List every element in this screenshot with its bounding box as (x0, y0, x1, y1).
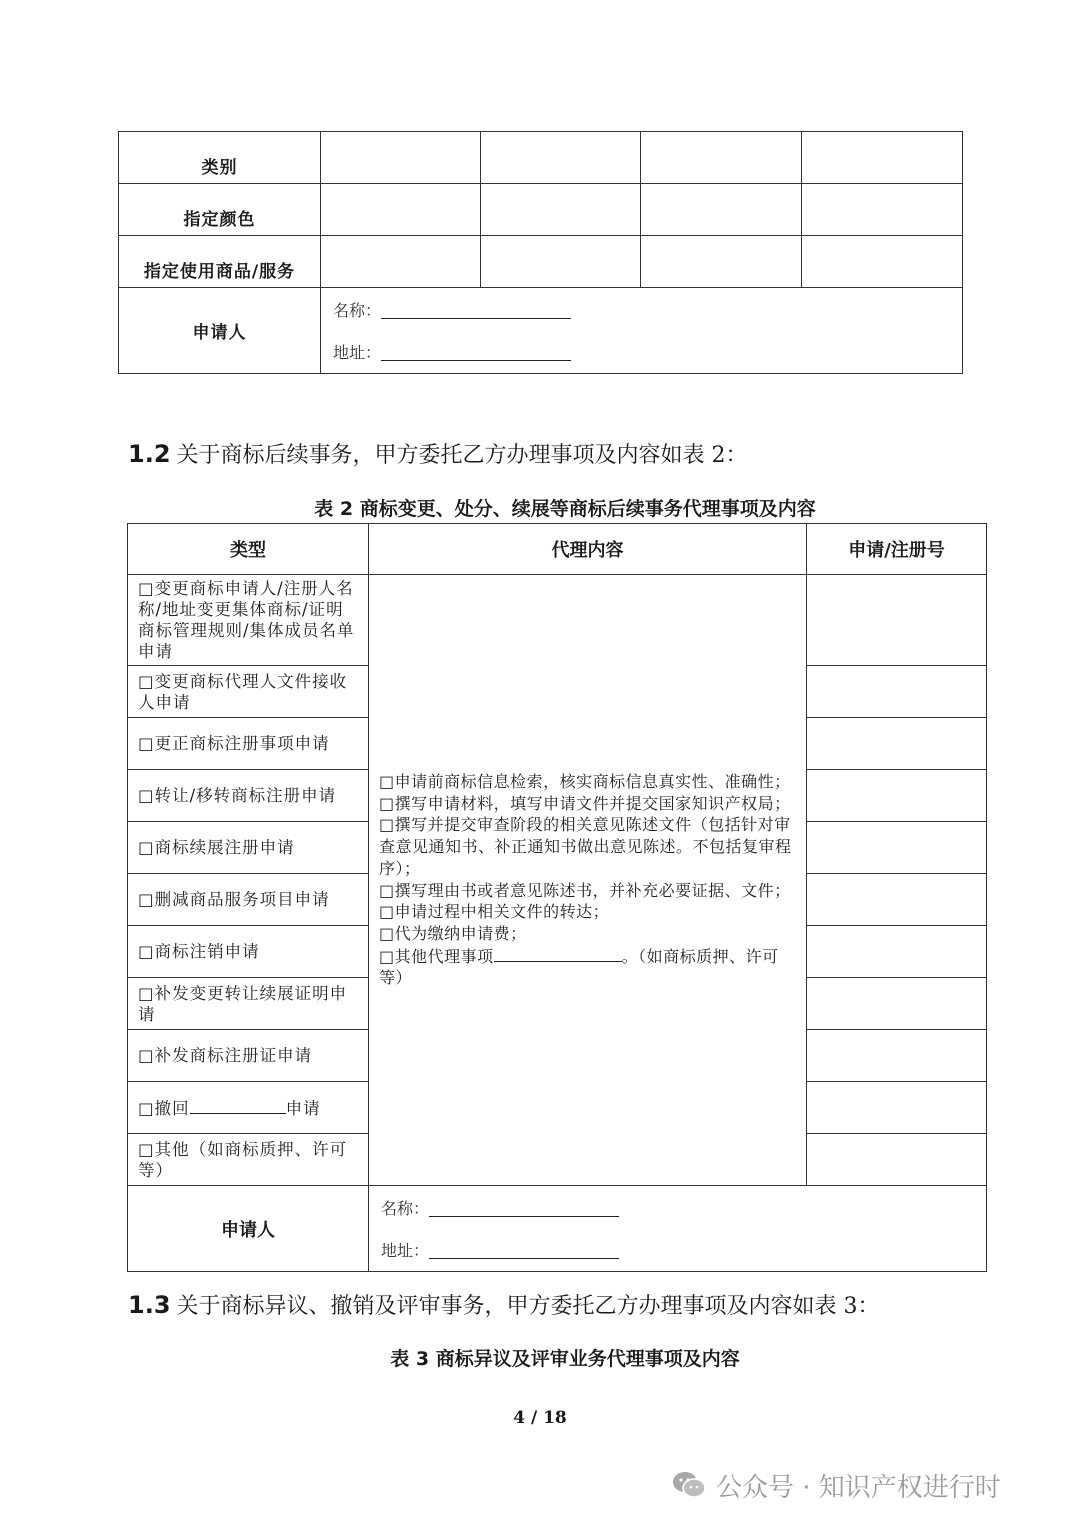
number-cell[interactable] (807, 770, 987, 822)
input-cell[interactable] (641, 132, 802, 184)
watermark (672, 1465, 1001, 1505)
type-cell[interactable]: □更正商标注册事项申请 (128, 718, 369, 770)
table3-caption: 表 3 商标异议及评审业务代理事项及内容 (390, 1348, 740, 1370)
table-row (119, 236, 963, 288)
type-cell[interactable]: □变更商标代理人文件接收人申请 (128, 666, 369, 718)
trademark-info-table (118, 131, 963, 374)
name-line (369, 1187, 986, 1229)
name-line (321, 289, 962, 331)
type-cell-withdraw[interactable]: □撤回 申请 (128, 1082, 369, 1134)
address-label: 地址： (381, 1241, 430, 1260)
address-line (369, 1229, 986, 1271)
section-1-3-heading: 1.3 关于商标异议、撤销及评审事务，甲方委托乙方办理事项及内容如表 3： (128, 1291, 880, 1319)
name-blank[interactable] (429, 1198, 619, 1217)
row-label: 类别 (119, 132, 321, 184)
input-cell[interactable] (802, 236, 963, 288)
watermark-text: 公众号 · 知识产权进行时 (716, 1472, 1001, 1503)
other-blank[interactable] (494, 945, 622, 962)
number-cell[interactable] (807, 822, 987, 874)
name-blank[interactable] (381, 300, 571, 319)
wechat-icon (672, 1471, 706, 1499)
content-item[interactable]: □申请过程中相关文件的转达； (379, 902, 610, 922)
type-cell[interactable]: □补发变更转让续展证明申请 (128, 978, 369, 1030)
number-cell[interactable] (807, 926, 987, 978)
header-type: 类型 (128, 524, 369, 575)
input-cell[interactable] (802, 184, 963, 236)
number-cell[interactable] (807, 718, 987, 770)
content-item[interactable]: □撰写理由书或者意见陈述书，并补充必要证据、文件； (379, 880, 791, 900)
number-cell[interactable] (807, 978, 987, 1030)
page-number: 4 / 18 (513, 1408, 567, 1428)
number-cell[interactable] (807, 1134, 987, 1186)
number-cell[interactable] (807, 874, 987, 926)
name-label: 名称： (381, 1199, 430, 1218)
applicant-row (119, 288, 963, 374)
number-cell[interactable] (807, 666, 987, 718)
type-cell[interactable]: □删减商品服务项目申请 (128, 874, 369, 926)
header-content: 代理内容 (369, 524, 807, 575)
applicant-row (128, 1186, 987, 1272)
content-item[interactable]: □撰写并提交审查阶段的相关意见陈述文件（包括针对审查意见通知书、补正通知书做出意见陈述。不包括复审程序）； (379, 815, 792, 878)
input-cell[interactable] (321, 184, 481, 236)
section-1-2-heading: 1.2 关于商标后续事务，甲方委托乙方办理事项及内容如表 2： (128, 440, 748, 468)
address-blank[interactable] (429, 1240, 619, 1259)
type-cell[interactable]: □商标注销申请 (128, 926, 369, 978)
row-label: 指定使用商品/服务 (119, 236, 321, 288)
input-cell[interactable] (802, 132, 963, 184)
applicant-label: 申请人 (128, 1186, 369, 1272)
content-item[interactable]: □撰写申请材料，填写申请文件并提交国家知识产权局； (379, 793, 791, 813)
type-cell[interactable]: □变更商标申请人/注册人名称/地址变更集体商标/证明商标管理规则/集体成员名单申请 (128, 575, 369, 666)
table-header-row (128, 524, 987, 575)
type-cell[interactable]: □商标续展注册申请 (128, 822, 369, 874)
number-cell[interactable] (807, 575, 987, 666)
number-cell[interactable] (807, 1082, 987, 1134)
applicant-fields (369, 1186, 987, 1272)
content-item[interactable]: □代为缴纳申请费； (379, 923, 527, 943)
address-line (321, 331, 962, 373)
table-row (128, 575, 987, 666)
type-cell[interactable]: □其他（如商标质押、许可等） (128, 1134, 369, 1186)
address-blank[interactable] (381, 342, 571, 361)
name-label: 名称： (333, 301, 382, 320)
type-cell[interactable]: □补发商标注册证申请 (128, 1030, 369, 1082)
input-cell[interactable] (481, 236, 641, 288)
input-cell[interactable] (641, 236, 802, 288)
table-row (119, 184, 963, 236)
content-cell (369, 575, 807, 1186)
input-cell[interactable] (321, 236, 481, 288)
applicant-label: 申请人 (119, 288, 321, 374)
follow-up-matters-table (127, 523, 987, 1272)
table2-caption: 表 2 商标变更、处分、续展等商标后续事务代理事项及内容 (314, 498, 816, 520)
header-number: 申请/注册号 (807, 524, 987, 575)
type-cell[interactable]: □转让/移转商标注册申请 (128, 770, 369, 822)
input-cell[interactable] (481, 132, 641, 184)
applicant-fields (321, 288, 963, 374)
withdraw-blank[interactable] (190, 1097, 286, 1114)
number-cell[interactable] (807, 1030, 987, 1082)
address-label: 地址： (333, 343, 382, 362)
input-cell[interactable] (481, 184, 641, 236)
input-cell[interactable] (321, 132, 481, 184)
input-cell[interactable] (641, 184, 802, 236)
content-item[interactable]: □其他代理事项 。（如商标质押、许可等） (379, 946, 779, 988)
row-label: 指定颜色 (119, 184, 321, 236)
content-item[interactable]: □申请前商标信息检索，核实商标信息真实性、准确性； (379, 771, 791, 791)
table-row (119, 132, 963, 184)
